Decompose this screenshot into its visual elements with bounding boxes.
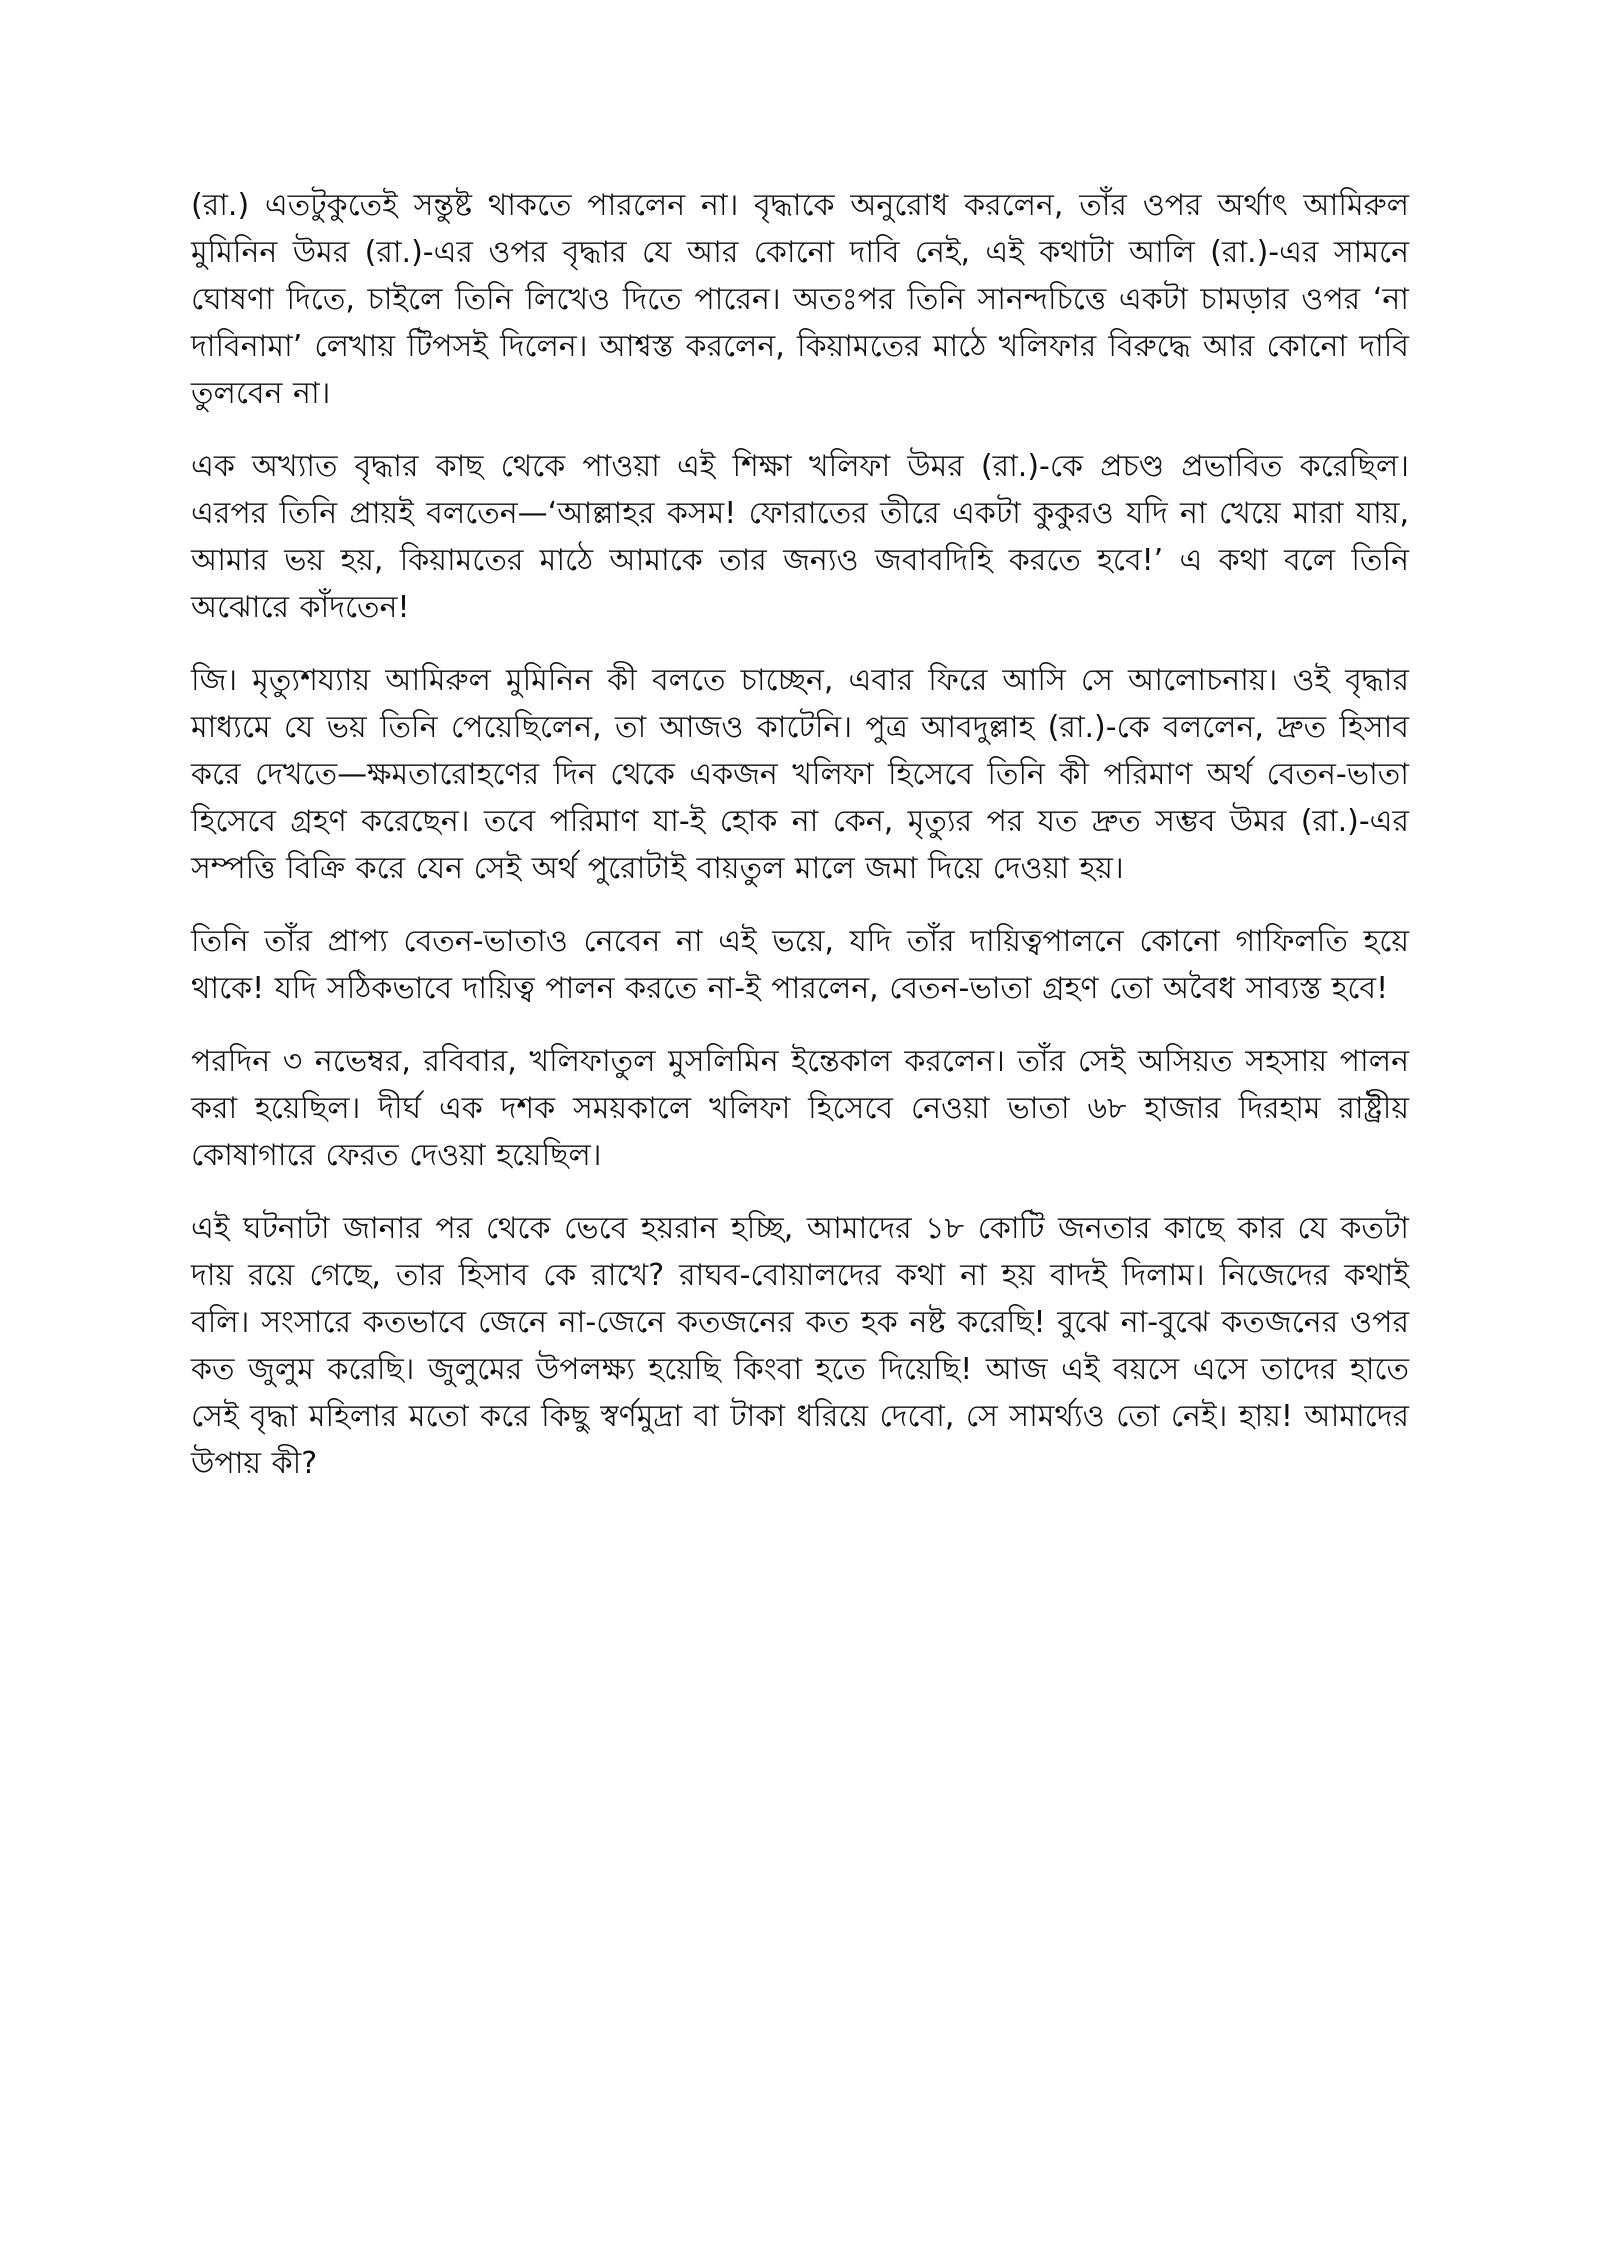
body-text	[191, 182, 1409, 1513]
paragraph-6: এই ঘটনাটা জানার পর থেকে ভেবে হয়রান হচ্ছি, আমাদের ১৮ কোটি জনতার কাছে কার যে কতটা দায় রয়ে গেছে, তার হিসাব কে রাখে? রাঘব-বোয়ালদের কথা না হয় বাদই দিলাম। নিজেদের কথাই বলি। সংসারে কতভাবে জেনে না-জেনে কতজনের কত হক নষ্ট করেছি! বুঝে না-বুঝে কতজনের ওপর কত জুলুম করেছি। জুলুমের উপলক্ষ্য হয়েছি কিংবা হতে দিয়েছি! আজ এই বয়সে এসে তাদের হাতে সেই বৃদ্ধা মহিলার মতো করে কিছু স্বর্ণমুদ্রা বা টাকা ধরিয়ে দেবো, সে সামর্থ্যও তো নেই। হায়! আমাদের উপায় কী?	[191, 1211, 1409, 1481]
paragraph-4: তিনি তাঁর প্রাপ্য বেতন-ভাতাও নেবেন না এই ভয়ে, যদি তাঁর দায়িত্বপালনে কোনো গাফিলতি হয়ে থাকে! যদি সঠিকভাবে দায়িত্ব পালন করতে না-ই পারলেন, বেতন-ভাতা গ্রহণ তো অবৈধ সাব্যস্ত হবে!	[191, 924, 1409, 1006]
paragraph-2: এক অখ্যাত বৃদ্ধার কাছ থেকে পাওয়া এই শিক্ষা খলিফা উমর (রা.)-কে প্রচণ্ড প্রভাবিত করেছিল। এরপর তিনি প্রায়ই বলতেন—‘আল্লাহর কসম! ফোরাতের তীরে একটা কুকুরও যদি না খেয়ে মারা যায়, আমার ভয় হয়, কিয়ামতের মাঠে আমাকে তার জন্যও জবাবদিহি করতে হবে!’ এ কথা বলে তিনি অঝোরে কাঁদতেন!	[191, 449, 1409, 625]
paragraph-1: (রা.) এতটুকুতেই সন্তুষ্ট থাকতে পারলেন না। বৃদ্ধাকে অনুরোধ করলেন, তাঁর ওপর অর্থাৎ আমিরুল মুমিনিন উমর (রা.)-এর ওপর বৃদ্ধার যে আর কোনো দাবি নেই, এই কথাটা আলি (রা.)-এর সামনে ঘোষণা দিতে, চাইলে তিনি লিখেও দিতে পারেন। অতঃপর তিনি সানন্দচিত্তে একটা চামড়ার ওপর ‘না দাবিনামা’ লেখায় টিপসই দিলেন। আশ্বস্ত করলেন, কিয়ামতের মাঠে খলিফার বিরুদ্ধে আর কোনো দাবি তুলবেন না।	[191, 188, 1409, 411]
paragraph-3: জি। মৃত্যুশয্যায় আমিরুল মুমিনিন কী বলতে চাচ্ছেন, এবার ফিরে আসি সে আলোচনায়। ওই বৃদ্ধার মাধ্যমে যে ভয় তিনি পেয়েছিলেন, তা আজও কাটেনি। পুত্র আবদুল্লাহ (রা.)-কে বললেন, দ্রুত হিসাব করে দেখতে—ক্ষমতারোহণের দিন থেকে একজন খলিফা হিসেবে তিনি কী পরিমাণ অর্থ বেতন-ভাতা হিসেবে গ্রহণ করেছেন। তবে পরিমাণ যা-ই হোক না কেন, মৃত্যুর পর যত দ্রুত সম্ভব উমর (রা.)-এর সম্পত্তি বিক্রি করে যেন সেই অর্থ পুরোটাই বায়তুল মালে জমা দিয়ে দেওয়া হয়।	[191, 663, 1409, 886]
paragraph-5: পরদিন ৩ নভেম্বর, রবিবার, খলিফাতুল মুসলিমিন ইন্তেকাল করলেন। তাঁর সেই অসিয়ত সহসায় পালন করা হয়েছিল। দীর্ঘ এক দশক সময়কালে খলিফা হিসেবে নেওয়া ভাতা ৬৮ হাজার দিরহাম রাষ্ট্রীয় কোষাগারে ফেরত দেওয়া হয়েছিল।	[191, 1044, 1409, 1173]
